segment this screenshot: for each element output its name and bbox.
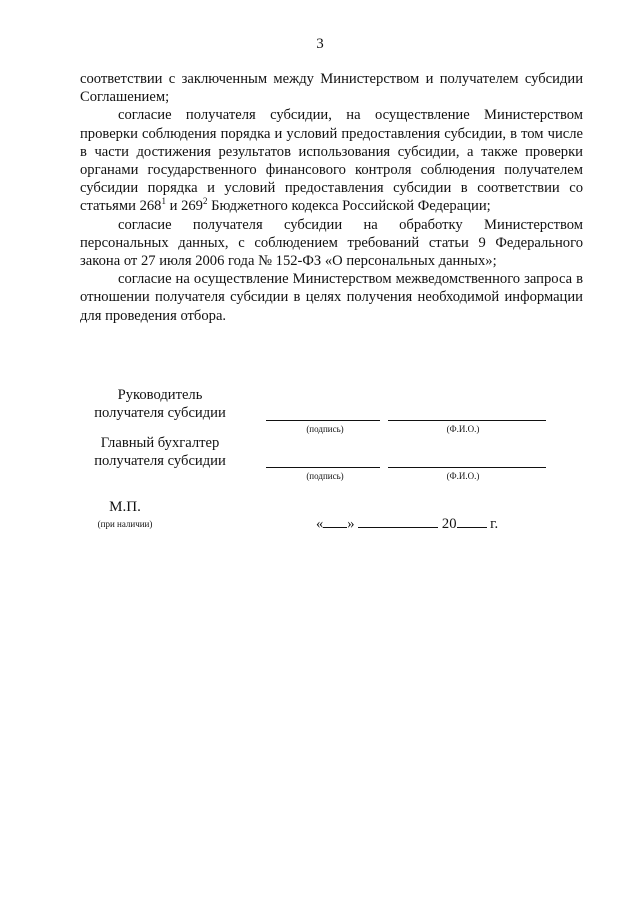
head-name-caption: (Ф.И.О.)	[446, 424, 480, 434]
head-name-line	[388, 420, 546, 421]
page-number: 3	[316, 36, 324, 52]
accountant-signatory-label	[80, 434, 240, 470]
date-month-blank	[358, 515, 438, 528]
date-line	[316, 515, 498, 533]
date-year-suffix: г.	[490, 516, 499, 532]
accountant-signature-line	[266, 467, 380, 468]
body-text	[80, 70, 583, 325]
accountant-subtitle: получателя субсидии	[94, 453, 226, 469]
date-open-quote: «	[316, 516, 324, 532]
head-signature-line	[266, 420, 380, 421]
article-tail: Бюджетного кодекса Российской Федерации;	[207, 198, 491, 215]
paragraph-consent-request: согласие на осуществление Министерством межведомственного запроса в отношении получателя субсидии в целях получения необходимой информации для проведения отбора.	[80, 271, 583, 324]
article-sup-2: 2	[202, 196, 208, 207]
date-year-prefix: 20	[441, 516, 457, 532]
stamp-label: М.П.	[109, 499, 141, 515]
accountant-title: Главный бухгалтер	[100, 435, 220, 451]
accountant-signature-caption: (подпись)	[306, 471, 344, 481]
article-joiner: и 269	[165, 198, 203, 215]
consent-inspection-text: согласие получателя субсидии, на осуществление Министерством проверки соблюдения порядка и условий предоставления субсидии, в том числе в части достижения результатов использования субсидии, а также проверки органами государственного финансового контроля соблюдения получателем субсидии порядка и условий предоставления субсидии в соответствии со статьями 268	[80, 107, 583, 215]
head-subtitle: получателя субсидии	[94, 405, 226, 421]
date-close-quote: »	[347, 516, 355, 532]
stamp-note: (при наличии)	[97, 519, 153, 529]
paragraph-consent-inspection	[80, 106, 583, 215]
article-sup-1: 1	[161, 196, 166, 207]
date-day-blank	[323, 515, 347, 528]
accountant-name-line	[388, 467, 546, 468]
paragraph-consent-personal-data: согласие получателя субсидии на обработку Министерством персональных данных, с соблюдением требований статьи 9 Федерального закона от 27 июля 2006 года № 152-ФЗ «О персональных данных»;	[80, 216, 583, 270]
paragraph-continuation: соответствии с заключенным между Министерством и получателем субсидии Соглашением;	[80, 71, 583, 106]
accountant-name-caption: (Ф.И.О.)	[446, 471, 480, 481]
head-signatory-label	[80, 386, 240, 422]
head-signature-caption: (подпись)	[306, 424, 344, 434]
head-title: Руководитель	[117, 387, 203, 403]
date-year-blank	[457, 515, 487, 528]
